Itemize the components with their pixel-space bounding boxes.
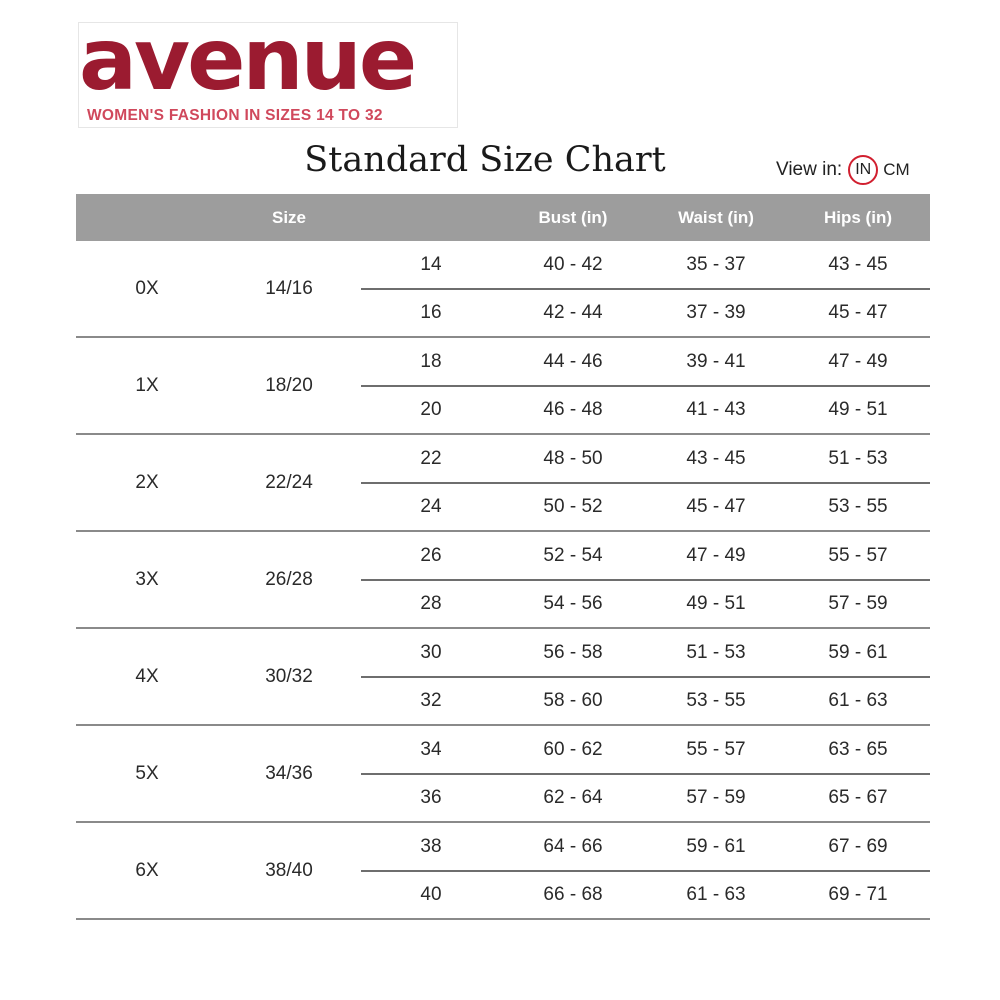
size-group: [76, 532, 930, 629]
cell-num: 14: [420, 254, 442, 275]
cell-num: 26: [420, 545, 442, 566]
group-size-range: 34/36: [265, 763, 313, 784]
unit-cm-option[interactable]: CM: [883, 160, 910, 179]
group-size-range: 30/32: [265, 666, 313, 687]
cell-hips: 65 - 67: [828, 787, 888, 808]
cell-waist: 53 - 55: [686, 690, 746, 711]
row-divider: [361, 579, 930, 581]
row-divider: [361, 870, 930, 872]
size-group: [76, 435, 930, 532]
cell-hips: 67 - 69: [828, 836, 888, 857]
table-header: [76, 194, 930, 241]
size-table-body: [76, 241, 930, 920]
group-label: 5X: [135, 763, 159, 784]
cell-num: 30: [420, 642, 442, 663]
cell-waist: 41 - 43: [686, 399, 746, 420]
cell-waist: 39 - 41: [686, 351, 746, 372]
header-bust: Bust (in): [538, 208, 608, 227]
cell-num: 16: [420, 302, 442, 323]
size-group: [76, 726, 930, 823]
cell-hips: 53 - 55: [828, 496, 888, 517]
unit-toggle: [776, 153, 910, 187]
cell-waist: 35 - 37: [686, 254, 746, 275]
cell-bust: 40 - 42: [543, 254, 603, 275]
cell-waist: 43 - 45: [686, 448, 746, 469]
group-size-range: 38/40: [265, 860, 313, 881]
cell-waist: 45 - 47: [686, 496, 746, 517]
header-waist: Waist (in): [678, 208, 754, 227]
cell-num: 28: [420, 593, 442, 614]
page-title: Standard Size Chart: [304, 140, 666, 180]
cell-num: 34: [420, 739, 442, 760]
cell-hips: 49 - 51: [828, 399, 888, 420]
cell-waist: 57 - 59: [686, 787, 746, 808]
group-label: 3X: [135, 569, 159, 590]
cell-bust: 66 - 68: [543, 884, 603, 905]
cell-waist: 59 - 61: [686, 836, 746, 857]
size-group: [76, 338, 930, 435]
brand-tagline: WOMEN'S FASHION IN SIZES 14 TO 32: [87, 107, 383, 124]
group-size-range: 22/24: [265, 472, 313, 493]
brand-wordmark: avenue: [79, 10, 415, 110]
header-hips: Hips (in): [824, 208, 892, 227]
row-divider: [361, 773, 930, 775]
cell-hips: 43 - 45: [828, 254, 888, 275]
group-label: 2X: [135, 472, 159, 493]
cell-waist: 37 - 39: [686, 302, 746, 323]
cell-hips: 63 - 65: [828, 739, 888, 760]
row-divider: [361, 288, 930, 290]
group-size-range: 14/16: [265, 278, 313, 299]
unit-in-option[interactable]: IN: [848, 155, 878, 185]
group-label: 6X: [135, 860, 159, 881]
cell-hips: 57 - 59: [828, 593, 888, 614]
cell-bust: 46 - 48: [543, 399, 603, 420]
cell-bust: 50 - 52: [543, 496, 603, 517]
cell-bust: 60 - 62: [543, 739, 603, 760]
cell-num: 32: [420, 690, 442, 711]
cell-bust: 64 - 66: [543, 836, 603, 857]
cell-bust: 62 - 64: [543, 787, 603, 808]
cell-num: 38: [420, 836, 442, 857]
row-divider: [361, 482, 930, 484]
size-group: [76, 241, 930, 338]
brand-logo: [78, 10, 458, 128]
group-size-range: 18/20: [265, 375, 313, 396]
cell-hips: 47 - 49: [828, 351, 888, 372]
cell-num: 24: [420, 496, 442, 517]
group-label: 0X: [135, 278, 159, 299]
header-size: Size: [271, 208, 307, 227]
cell-hips: 45 - 47: [828, 302, 888, 323]
row-divider: [361, 676, 930, 678]
cell-num: 18: [420, 351, 442, 372]
cell-hips: 55 - 57: [828, 545, 888, 566]
cell-waist: 55 - 57: [686, 739, 746, 760]
group-label: 4X: [135, 666, 159, 687]
cell-waist: 49 - 51: [686, 593, 746, 614]
cell-hips: 51 - 53: [828, 448, 888, 469]
cell-waist: 61 - 63: [686, 884, 746, 905]
group-label: 1X: [135, 375, 159, 396]
cell-num: 20: [420, 399, 442, 420]
cell-hips: 69 - 71: [828, 884, 888, 905]
group-size-range: 26/28: [265, 569, 313, 590]
size-group: [76, 823, 930, 920]
view-in-label: View in:: [776, 159, 843, 180]
cell-bust: 42 - 44: [543, 302, 603, 323]
cell-bust: 48 - 50: [543, 448, 603, 469]
cell-bust: 54 - 56: [543, 593, 603, 614]
cell-bust: 58 - 60: [543, 690, 603, 711]
cell-hips: 61 - 63: [828, 690, 888, 711]
cell-num: 36: [420, 787, 442, 808]
cell-hips: 59 - 61: [828, 642, 888, 663]
cell-waist: 47 - 49: [686, 545, 746, 566]
cell-bust: 44 - 46: [543, 351, 603, 372]
cell-num: 22: [420, 448, 442, 469]
row-divider: [361, 385, 930, 387]
size-group: [76, 629, 930, 726]
cell-num: 40: [420, 884, 442, 905]
cell-bust: 56 - 58: [543, 642, 603, 663]
cell-bust: 52 - 54: [543, 545, 603, 566]
cell-waist: 51 - 53: [686, 642, 746, 663]
